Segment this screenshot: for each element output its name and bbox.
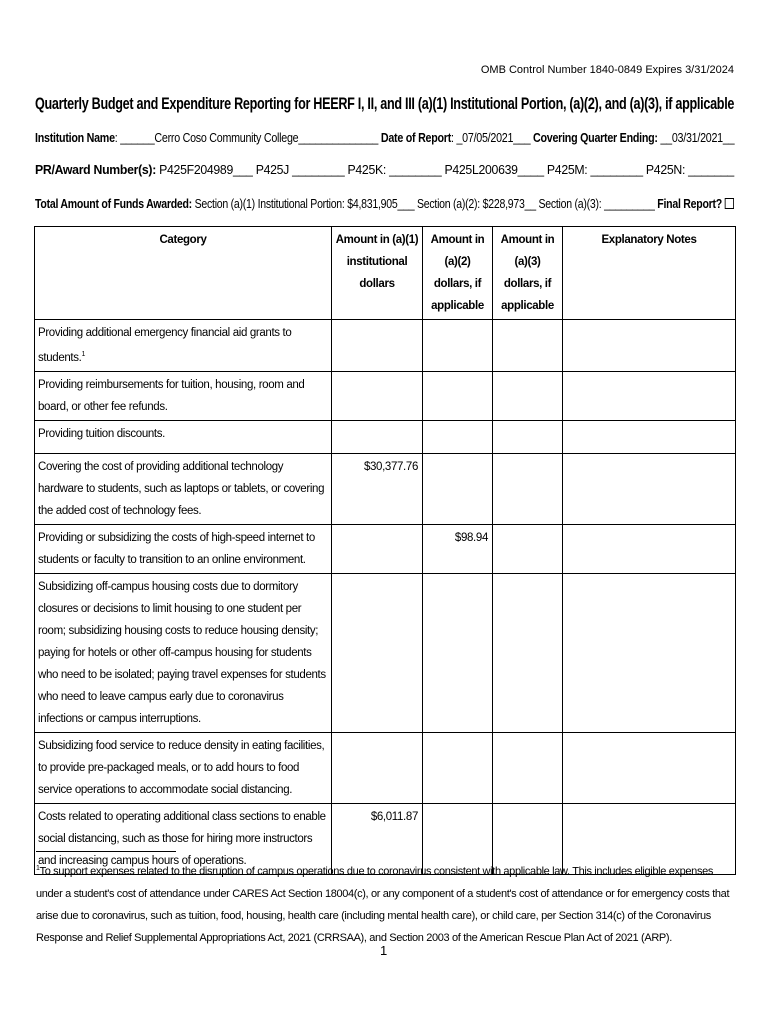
institution-label: Institution Name [35,131,115,145]
amount-a2-cell [423,732,493,803]
amount-a2-cell [423,573,493,732]
footnote [36,858,736,949]
amount-a3-cell [493,371,563,420]
omb-control-number: OMB Control Number 1840-0849 Expires 3/31/2024 [480,64,734,76]
funds-label: Total Amount of Funds Awarded: [35,197,192,211]
notes-cell [563,420,736,453]
notes-cell [563,573,736,732]
budget-table [34,226,736,875]
header-a3: Amount in (a)(3) dollars, if applicable [493,227,563,320]
category-text: Providing reimbursements for tuition, housing, room and board, or other fee refunds. [38,378,305,413]
table-row [35,453,736,524]
category-cell [35,573,332,732]
quarter-value: __03/31/2021__ [657,131,735,145]
quarter-label: Covering Quarter Ending: [533,131,658,145]
amount-a1-cell [332,320,423,372]
footnote-text: To support expenses related to the disruption of campus operations due to coronavirus consistent with applicable law. This includes eligible expenses under a student's cost of attendance under CARES Act Section 18004(c), or any component of a student's cost of attendance or for emergency costs that arise due to coronavirus, such as tuition, food, housing, health care (including mental health care), or child care, per Section 314(c) of the Coronavirus Response and Relief Supplemental Appropriations Act, 2021 (CRRSAA), and Section 2003 of the American Rescue Plan Act of 2021 (ARP). [36,865,730,944]
category-text: Providing tuition discounts. [38,427,165,440]
amount-a2-cell [423,371,493,420]
amount-a1-cell: $30,377.76 [332,453,423,524]
category-cell [35,320,332,372]
amount-a2-cell [423,420,493,453]
notes-cell [563,320,736,372]
page-title: Quarterly Budget and Expenditure Reporting for HEERF I, II, and III (a)(1) Institutional Portion, (a)(2), and (a)(3), if applicable [35,94,735,113]
notes-cell [563,453,736,524]
date-value: : _07/05/2021___ [451,131,534,145]
funds-line [35,197,734,211]
table-row [35,320,736,372]
amount-a3-cell [493,453,563,524]
footnote-rule [36,851,176,852]
amount-a3-cell [493,420,563,453]
category-cell [35,732,332,803]
amount-a1-cell [332,371,423,420]
header-a1: Amount in (a)(1) institutional dollars [332,227,423,320]
funds-value: Section (a)(1) Institutional Portion: $4,831,905___ Section (a)(2): $228,973__ Section (a)(3): _________ [191,197,658,211]
header-a2: Amount in (a)(2) dollars, if applicable [423,227,493,320]
final-report-checkbox[interactable] [724,198,733,209]
notes-cell [563,524,736,573]
amount-a1-cell [332,732,423,803]
category-text: Providing or subsidizing the costs of high-speed internet to students or faculty to transition to an online environment. [38,531,315,566]
category-cell [35,453,332,524]
footnote-ref: 1 [81,351,86,358]
amount-a3-cell [493,732,563,803]
amount-a2-cell [423,453,493,524]
amount-a1-cell [332,420,423,453]
table-row [35,420,736,453]
category-cell [35,420,332,453]
institution-line [35,131,734,145]
category-cell [35,371,332,420]
table-row [35,573,736,732]
notes-cell [563,371,736,420]
amount-a3-cell [493,573,563,732]
amount-a2-cell: $98.94 [423,524,493,573]
amount-a1-cell [332,573,423,732]
amount-a3-cell [493,320,563,372]
table-row [35,732,736,803]
award-line [35,163,734,177]
category-text: Covering the cost of providing additional technology hardware to students, such as laptops or tablets, or covering the added cost of technology fees. [38,460,325,517]
amount-a2-cell [423,320,493,372]
amount-a1-cell [332,524,423,573]
page-number: 1 [380,943,388,958]
notes-cell [563,732,736,803]
category-text: Costs related to operating additional class sections to enable social distancing, such as those for hiring more instructors and increasing campus hours of operations. [38,810,326,867]
table-row [35,371,736,420]
header-category: Category [35,227,332,320]
amount-a3-cell [493,524,563,573]
award-label: PR/Award Number(s): [35,163,157,177]
award-value: P425F204989___ P425J ________ P425K: ________ P425L200639____ P425M: ________ P425N: _______ [156,163,734,177]
category-cell [35,524,332,573]
category-text: Subsidizing food service to reduce density in eating facilities, to provide pre-packaged meals, or to add hours to food service operations to accommodate social distancing. [38,739,325,796]
category-text: Providing additional emergency financial aid grants to students. [38,327,292,364]
category-text: Subsidizing off-campus housing costs due to dormitory closures or decisions to limit housing to one student per room; subsidizing housing costs to reduce housing density; paying for hotels or other off-campus housing for students who need to be isolated; paying travel expenses for students who need to leave campus early due to coronavirus infections or campus interruptions. [38,580,326,725]
final-report-label: Final Report? [657,197,722,211]
institution-value: : ______Cerro Coso Community College______________ [114,131,381,145]
amount-a1-cell: $6,011.87 [332,803,423,874]
table-row [35,524,736,573]
footnote-mark: 1 [36,865,40,872]
header-notes: Explanatory Notes [563,227,736,320]
date-label: Date of Report [380,131,452,145]
